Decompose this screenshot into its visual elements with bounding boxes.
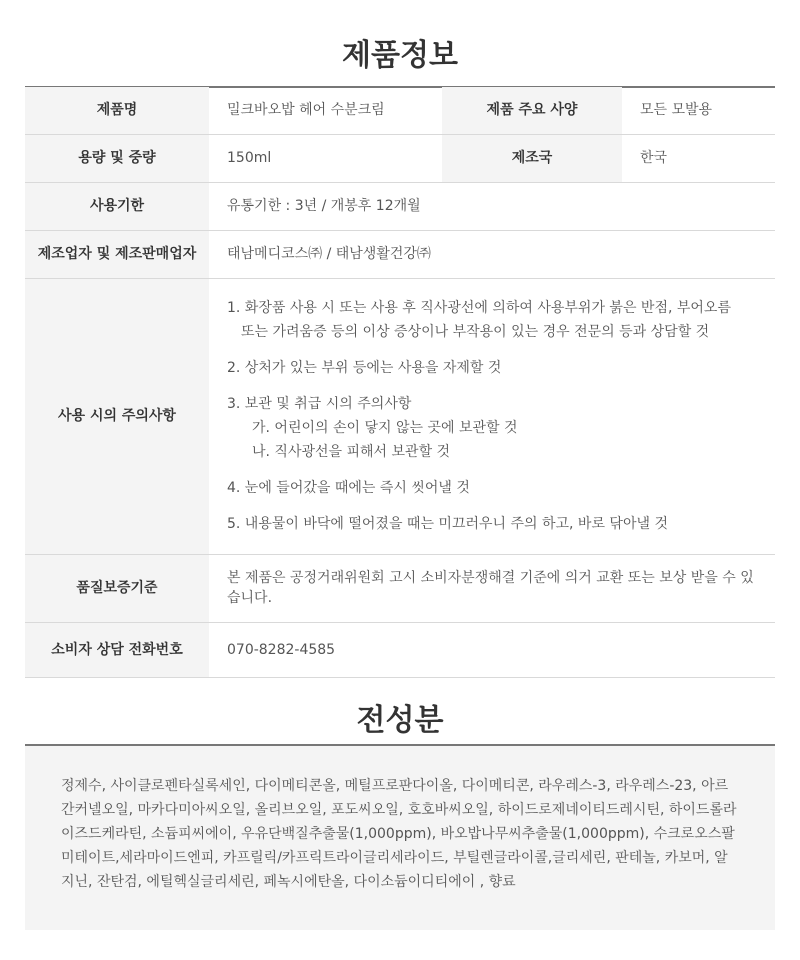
list-item	[227, 356, 761, 380]
list-item	[227, 296, 761, 344]
caution-4: 4. 눈에 들어갔을 때에는 즉시 씻어낼 것	[227, 480, 470, 496]
table-row	[25, 87, 775, 134]
maker-label: 제조업자 및 제조판매업자	[25, 230, 209, 278]
product-info-table	[25, 87, 775, 678]
product-info-title: 제품정보	[342, 38, 458, 73]
quality-label: 품질보증기준	[25, 554, 209, 622]
caution-5: 5. 내용물이 바닥에 떨어졌을 때는 미끄러우니 주의 하고, 바로 닦아낼 것	[227, 516, 668, 532]
table-row	[25, 278, 775, 554]
caution-1-line-2: 또는 가려움증 등의 이상 증상이나 부작용이 있는 경우 전문의 등과 상담할 것	[241, 324, 710, 340]
caution-2: 2. 상처가 있는 부위 등에는 사용을 자제할 것	[227, 360, 502, 376]
expiry-value: 유통기한 : 3년 / 개봉후 12개월	[209, 182, 775, 230]
caution-3-sub-a: 가. 어린이의 손이 닿지 않는 곳에 보관할 것	[252, 420, 518, 436]
product-spec-value: 모든 모발용	[622, 87, 775, 134]
ingredients-box	[25, 746, 775, 930]
country-label: 제조국	[442, 134, 622, 182]
table-row	[25, 182, 775, 230]
caution-list	[227, 296, 761, 536]
caution-value	[209, 278, 775, 554]
product-spec-label: 제품 주요 사양	[442, 87, 622, 134]
table-row	[25, 134, 775, 182]
product-name-value: 밀크바오밥 헤어 수분크림	[209, 87, 442, 134]
table-row	[25, 622, 775, 677]
list-item	[227, 476, 761, 500]
caution-3-sub-b: 나. 직사광선을 피해서 보관할 것	[252, 444, 451, 460]
product-name-label: 제품명	[25, 87, 209, 134]
table-row	[25, 230, 775, 278]
ingredients-text: 정제수, 사이클로펜타실록세인, 다이메티콘올, 메틸프로판다이올, 다이메티콘, 라우레스-3, 라우레스-23, 아르간커넬오일, 마카다미아씨오일, 올리브오일, 포도씨오일, 호호바씨오일, 하이드로제네이티드레시틴, 하이드롤라이즈드케라틴, 소듐피씨에이, 우유단백질추출물(1,000ppm), 바오밥나무씨추출물(1,000ppm), 수크로오스팔미테이트,세라마이드엔피, 카프릴릭/카프릭트라이글리세라이드, 부틸렌글라이콜,글리세린, 판테놀, 카보머, 알지닌, 잔탄검, 에틸헥실글리세린, 페녹시에탄올, 다이소듐이디티에이 , 향료	[61, 778, 737, 890]
table-row	[25, 554, 775, 622]
caution-3: 3. 보관 및 취급 시의 주의사항	[227, 396, 412, 412]
ingredients-title: 전성분	[356, 703, 444, 738]
maker-value: 태남메디코스㈜ / 태남생활건강㈜	[209, 230, 775, 278]
quality-value: 본 제품은 공정거래위원회 고시 소비자분쟁해결 기준에 의거 교환 또는 보상 받을 수 있습니다.	[209, 554, 775, 622]
phone-label: 소비자 상담 전화번호	[25, 622, 209, 677]
caution-1-line-1: 1. 화장품 사용 시 또는 사용 후 직사광선에 의하여 사용부위가 붉은 반점, 부어오름	[227, 300, 731, 316]
volume-value: 150ml	[209, 134, 442, 182]
phone-value: 070-8282-4585	[209, 622, 775, 677]
list-item	[227, 392, 761, 464]
list-item	[227, 512, 761, 536]
expiry-label: 사용기한	[25, 182, 209, 230]
volume-label: 용량 및 중량	[25, 134, 209, 182]
caution-label: 사용 시의 주의사항	[25, 278, 209, 554]
country-value: 한국	[622, 134, 775, 182]
